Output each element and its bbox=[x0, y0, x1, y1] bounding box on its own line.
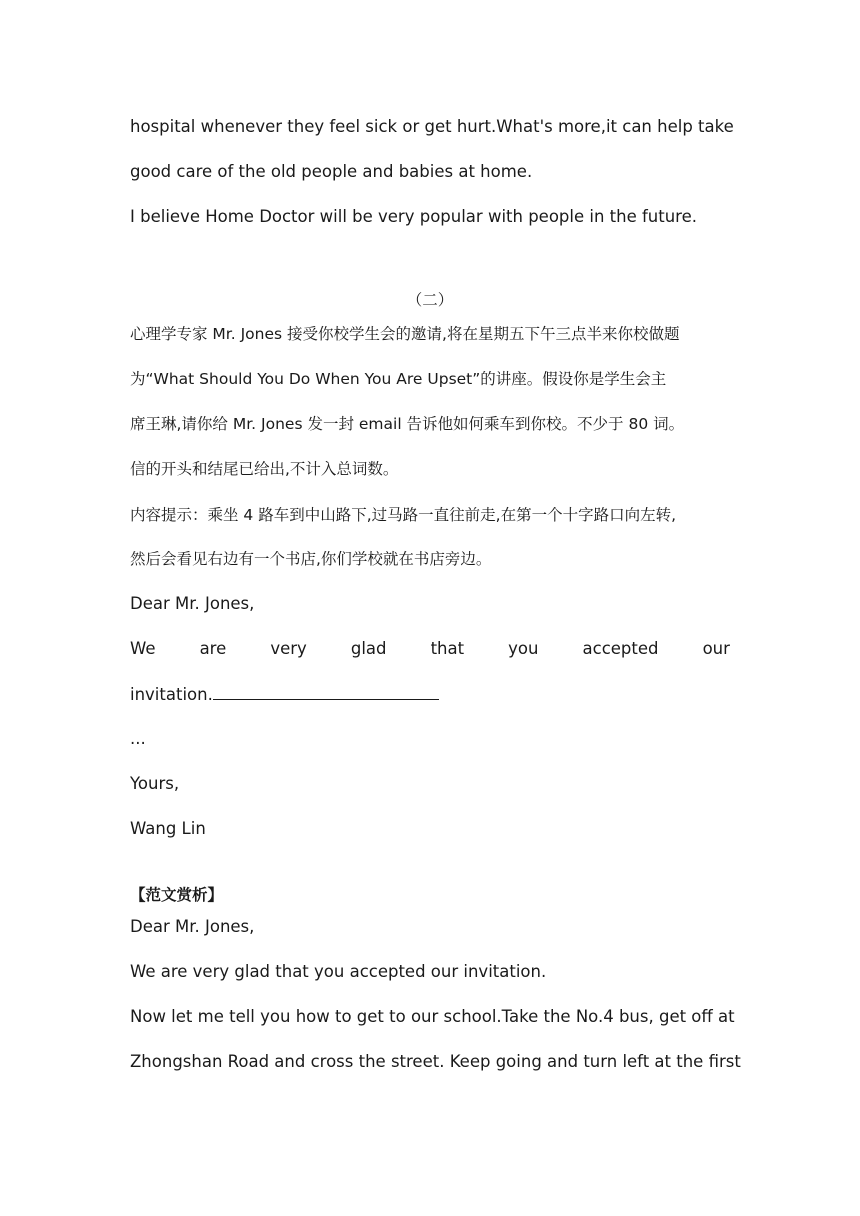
hint-line-2: 然后会看见右边有一个书店,你们学校就在书店旁边。 bbox=[130, 550, 492, 568]
word: are bbox=[199, 639, 227, 658]
word: you bbox=[508, 639, 539, 658]
text-line-2: good care of the old people and babies at home. bbox=[130, 162, 533, 181]
prompt-line-3: 席王琳,请你给 Mr. Jones 发一封 email 告诉他如何乘车到你校。不少于 80 词。 bbox=[130, 415, 685, 433]
letter-greeting: Dear Mr. Jones, bbox=[130, 594, 255, 613]
word: glad bbox=[350, 639, 387, 658]
letter-invitation-line bbox=[130, 683, 730, 706]
model-line-2: Now let me tell you how to get to our school.Take the No.4 bus, get off at bbox=[130, 1007, 735, 1026]
prompt-line-4: 信的开头和结尾已给出,不计入总词数。 bbox=[130, 460, 399, 478]
prompt-line-2: 为“What Should You Do When You Are Upset”的讲座。假设你是学生会主 bbox=[130, 370, 667, 388]
letter-signature: Wang Lin bbox=[130, 819, 206, 838]
text-line-1: hospital whenever they feel sick or get hurt.What's more,it can help take bbox=[130, 117, 734, 136]
letter-first-sentence bbox=[130, 638, 730, 660]
word: We bbox=[130, 639, 156, 658]
hint-line-1: 内容提示：乘坐 4 路车到中山路下,过马路一直往前走,在第一个十字路口向左转, bbox=[130, 506, 676, 524]
word: that bbox=[430, 639, 465, 658]
prompt-line-1: 心理学专家 Mr. Jones 接受你校学生会的邀请,将在星期五下午三点半来你校做题 bbox=[130, 325, 680, 343]
model-essay-heading: 【范文赏析】 bbox=[130, 886, 224, 904]
word: very bbox=[270, 639, 307, 658]
invitation-word: invitation. bbox=[130, 685, 213, 704]
model-greeting: Dear Mr. Jones, bbox=[130, 917, 255, 936]
word: accepted bbox=[582, 639, 659, 658]
letter-ellipsis: ... bbox=[130, 729, 146, 748]
model-line-1: We are very glad that you accepted our invitation. bbox=[130, 962, 547, 981]
section-heading: （二） bbox=[406, 291, 454, 309]
word: our bbox=[702, 639, 730, 658]
text-line-3: I believe Home Doctor will be very popular with people in the future. bbox=[130, 207, 697, 226]
model-line-3: Zhongshan Road and cross the street. Keep going and turn left at the first bbox=[130, 1052, 741, 1071]
answer-blank[interactable] bbox=[213, 683, 439, 700]
letter-closing: Yours, bbox=[130, 774, 180, 793]
